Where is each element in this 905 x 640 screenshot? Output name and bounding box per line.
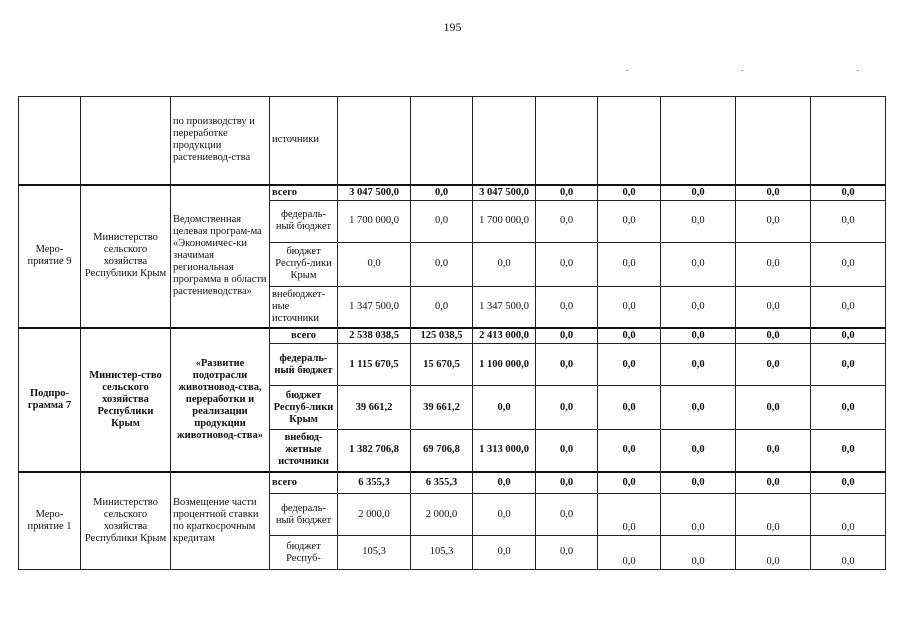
measure-name: «Развитие подотрасли животновод-ства, переработки и реализации продукции животновод-ства» [171, 328, 270, 472]
value-cell: 0,0 [811, 430, 886, 472]
funding-source: бюджет Респуб-лики Крым [270, 386, 338, 430]
funding-source: всего [270, 328, 338, 344]
value-cell: 0,0 [661, 185, 736, 201]
value-cell: 1 700 000,0 [473, 200, 536, 242]
value-cell: 0,0 [598, 185, 661, 201]
value-cell: 105,3 [338, 536, 411, 570]
value-cell: 0,0 [736, 494, 811, 536]
value-cell: 0,0 [598, 344, 661, 386]
value-cell: 0,0 [411, 200, 473, 242]
value-cell: 0,0 [536, 472, 598, 494]
funding-source: внебюд-жетные источники [270, 430, 338, 472]
value-cell: 0,0 [536, 536, 598, 570]
value-cell: 3 047 500,0 [338, 185, 411, 201]
value-cell: 0,0 [598, 472, 661, 494]
empty-cell [338, 97, 411, 185]
funding-source: всего [270, 185, 338, 201]
funding-source: федераль-ный бюджет [270, 200, 338, 242]
value-cell: 0,0 [736, 200, 811, 242]
responsible-organization: Министерство сельского хозяйства Республики Крым [81, 472, 171, 570]
empty-cell [536, 97, 598, 185]
value-cell: 0,0 [736, 472, 811, 494]
value-cell: 1 347 500,0 [473, 286, 536, 328]
empty-cell [473, 97, 536, 185]
value-cell: 0,0 [661, 328, 736, 344]
responsible-organization: Министерство сельского хозяйства Республики Крым [81, 185, 171, 329]
value-cell: 6 355,3 [338, 472, 411, 494]
value-cell: 0,0 [411, 286, 473, 328]
measure-number: Меро-приятие 1 [19, 472, 81, 570]
value-cell: 69 706,8 [411, 430, 473, 472]
value-cell: 0,0 [598, 430, 661, 472]
value-cell: 0,0 [411, 242, 473, 286]
value-cell: 0,0 [536, 286, 598, 328]
value-cell: 0,0 [661, 200, 736, 242]
measure-number: Подпро-грамма 7 [19, 328, 81, 472]
value-cell: 0,0 [536, 494, 598, 536]
value-cell: 2 000,0 [411, 494, 473, 536]
value-cell: 0,0 [811, 536, 886, 570]
value-cell: 0,0 [536, 200, 598, 242]
funding-source: всего [270, 472, 338, 494]
measure-name: Возмещение части процентной ставки по краткосрочным кредитам [171, 472, 270, 570]
value-cell: 0,0 [811, 386, 886, 430]
value-cell: 0,0 [536, 430, 598, 472]
value-cell: 0,0 [736, 344, 811, 386]
value-cell: 0,0 [536, 386, 598, 430]
value-cell: 0,0 [473, 242, 536, 286]
funding-source: бюджет Респуб-лики Крым [270, 242, 338, 286]
value-cell: 0,0 [736, 242, 811, 286]
measure-number: Меро-приятие 9 [19, 185, 81, 329]
funding-source: внебюджет-ные источники [270, 286, 338, 328]
value-cell: 0,0 [536, 185, 598, 201]
value-cell: 1 313 000,0 [473, 430, 536, 472]
table-row [19, 472, 886, 494]
value-cell: 0,0 [736, 185, 811, 201]
value-cell: 2 000,0 [338, 494, 411, 536]
responsible-organization: Министер-ство сельского хозяйства Республики Крым [81, 328, 171, 472]
value-cell: 0,0 [473, 536, 536, 570]
value-cell: 0,0 [598, 494, 661, 536]
value-cell: 0,0 [536, 344, 598, 386]
value-cell: 39 661,2 [411, 386, 473, 430]
value-cell: 0,0 [811, 328, 886, 344]
value-cell: 1 115 670,5 [338, 344, 411, 386]
empty-cell [81, 97, 171, 185]
scan-speck [857, 70, 859, 71]
value-cell: 2 538 038,5 [338, 328, 411, 344]
value-cell: 0,0 [598, 386, 661, 430]
value-cell: 0,0 [811, 242, 886, 286]
value-cell: 0,0 [473, 494, 536, 536]
value-cell: 0,0 [811, 494, 886, 536]
value-cell: 0,0 [598, 536, 661, 570]
scan-speck [626, 70, 628, 71]
value-cell: 0,0 [411, 185, 473, 201]
value-cell: 0,0 [736, 386, 811, 430]
funding-source: федераль-ный бюджет [270, 344, 338, 386]
value-cell: 105,3 [411, 536, 473, 570]
value-cell: 2 413 000,0 [473, 328, 536, 344]
value-cell: 0,0 [736, 286, 811, 328]
value-cell: 0,0 [536, 242, 598, 286]
value-cell: 0,0 [598, 242, 661, 286]
budget-table [18, 96, 886, 570]
empty-cell [736, 97, 811, 185]
table-row [19, 185, 886, 201]
empty-cell [811, 97, 886, 185]
value-cell: 1 100 000,0 [473, 344, 536, 386]
value-cell: 0,0 [473, 386, 536, 430]
empty-cell [19, 97, 81, 185]
value-cell: 6 355,3 [411, 472, 473, 494]
value-cell: 0,0 [811, 286, 886, 328]
value-cell: 1 347 500,0 [338, 286, 411, 328]
continuation-row [19, 97, 886, 185]
empty-cell [411, 97, 473, 185]
value-cell: 0,0 [661, 386, 736, 430]
value-cell: 0,0 [661, 344, 736, 386]
value-cell: 0,0 [598, 286, 661, 328]
measure-name: Ведомственная целевая програм-ма «Экономичес-ки значимая региональная программа в области растениеводства» [171, 185, 270, 329]
value-cell: 0,0 [661, 536, 736, 570]
value-cell: 0,0 [598, 328, 661, 344]
funding-source: федераль-ный бюджет [270, 494, 338, 536]
value-cell: 15 670,5 [411, 344, 473, 386]
value-cell: 0,0 [661, 430, 736, 472]
value-cell: 0,0 [661, 242, 736, 286]
value-cell: 3 047 500,0 [473, 185, 536, 201]
value-cell: 0,0 [736, 536, 811, 570]
value-cell: 0,0 [736, 328, 811, 344]
value-cell: 0,0 [598, 200, 661, 242]
continued-funding-source: источники [270, 97, 338, 185]
value-cell: 0,0 [736, 430, 811, 472]
value-cell: 0,0 [811, 344, 886, 386]
funding-source: бюджет Респуб- [270, 536, 338, 570]
value-cell: 0,0 [661, 494, 736, 536]
value-cell: 1 382 706,8 [338, 430, 411, 472]
value-cell: 0,0 [811, 185, 886, 201]
empty-cell [598, 97, 661, 185]
value-cell: 0,0 [536, 328, 598, 344]
value-cell: 0,0 [661, 472, 736, 494]
table-row [19, 328, 886, 344]
value-cell: 0,0 [811, 200, 886, 242]
page-number: 195 [443, 20, 462, 34]
value-cell: 0,0 [811, 472, 886, 494]
value-cell: 0,0 [661, 286, 736, 328]
empty-cell [661, 97, 736, 185]
value-cell: 0,0 [473, 472, 536, 494]
value-cell: 1 700 000,0 [338, 200, 411, 242]
value-cell: 0,0 [338, 242, 411, 286]
value-cell: 39 661,2 [338, 386, 411, 430]
scan-speck [741, 70, 743, 71]
value-cell: 125 038,5 [411, 328, 473, 344]
continued-measure-name: по производству и переработке продукции растениевод-ства [171, 97, 270, 185]
